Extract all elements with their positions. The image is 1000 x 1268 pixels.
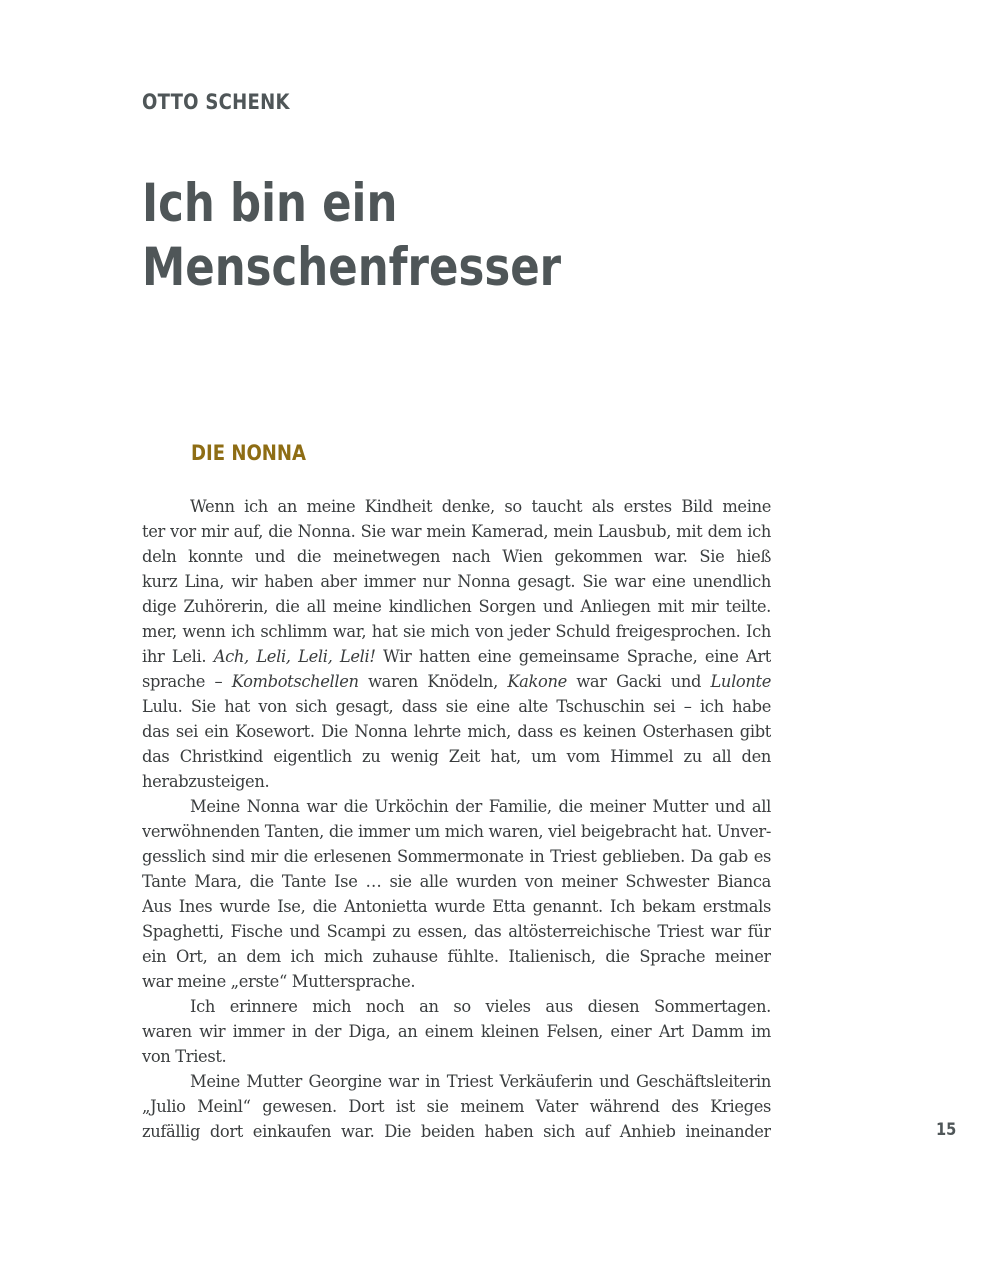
text-line: Tante Mara, die Tante Ise … sie alle wurden von meiner Schwester Bianca: [142, 872, 771, 891]
text-segment: war Gacki und: [566, 672, 711, 691]
text-line: deln konnte und die meinetwegen nach Wien gekommen war. Sie hieß: [142, 547, 771, 566]
text-line: verwöhnenden Tanten, die immer um mich waren, viel beigebracht hat. Unver-: [142, 822, 771, 841]
text-segment: Wir hatten eine gemeinsame Sprache, eine Art: [383, 647, 771, 666]
text-line: waren wir immer in der Diga, an einem kleinen Felsen, einer Art Damm im: [142, 1022, 771, 1041]
chapter-title: [142, 172, 561, 300]
chapter-title-line-1: Ich bin ein: [142, 173, 398, 234]
section-heading: DIE NONNA: [191, 441, 307, 465]
body-text: [142, 494, 771, 1144]
text-line: das sei ein Kosewort. Die Nonna lehrte mich, dass es keinen Osterhasen gibt: [142, 722, 771, 741]
text-segment: sprache –: [142, 672, 232, 691]
text-line: Spaghetti, Fische und Scampi zu essen, das altösterreichische Triest war für: [142, 922, 771, 941]
author-name: OTTO SCHENK: [142, 90, 290, 114]
text-line: Ich erinnere mich noch an so vieles aus diesen Sommertagen.: [190, 997, 771, 1016]
text-line: zufällig dort einkaufen war. Die beiden haben sich auf Anhieb ineinander: [142, 1122, 771, 1141]
text-line: von Triest.: [142, 1047, 227, 1066]
chapter-title-line-2: Menschenfresser: [142, 237, 562, 298]
text-line: das Christkind eigentlich zu wenig Zeit hat, um vom Himmel zu all den: [142, 747, 771, 766]
text-segment: ihr Leli.: [142, 647, 214, 666]
page-number: 15: [936, 1120, 957, 1140]
italic-phrase: Kakone: [507, 672, 567, 691]
text-line: mer, wenn ich schlimm war, hat sie mich von jeder Schuld freigesprochen. Ich: [142, 622, 771, 641]
text-line: [142, 644, 771, 669]
italic-phrase: Ach, Leli, Leli, Leli!: [213, 647, 376, 666]
text-line: kurz Lina, wir haben aber immer nur Nonna gesagt. Sie war eine unendlich: [142, 572, 771, 591]
text-line: gesslich sind mir die erlesenen Sommermonate in Triest geblieben. Da gab es: [142, 847, 771, 866]
text-line: dige Zuhörerin, die all meine kindlichen Sorgen und Anliegen mit mir teilte.: [142, 597, 771, 616]
text-line: herabzusteigen.: [142, 772, 270, 791]
text-segment: waren Knödeln,: [358, 672, 508, 691]
text-line: Meine Mutter Georgine war in Triest Verkäuferin und Geschäftsleiterin: [190, 1072, 771, 1091]
text-line: Lulu. Sie hat von sich gesagt, dass sie eine alte Tschuschin sei – ich habe: [142, 697, 771, 716]
text-line: war meine „erste“ Muttersprache.: [142, 972, 416, 991]
text-line: Aus Ines wurde Ise, die Antonietta wurde Etta genannt. Ich bekam erstmals: [142, 897, 771, 916]
text-line: ein Ort, an dem ich mich zuhause fühlte. Italienisch, die Sprache meiner: [142, 947, 771, 966]
text-line: Meine Nonna war die Urköchin der Familie, die meiner Mutter und all: [190, 797, 771, 816]
text-line: ter vor mir auf, die Nonna. Sie war mein Kamerad, mein Lausbub, mit dem ich: [142, 522, 771, 541]
italic-phrase: Kombotschellen: [231, 672, 359, 691]
text-line: „Julio Meinl“ gewesen. Dort ist sie meinem Vater während des Krieges: [142, 1097, 771, 1116]
text-line: Wenn ich an meine Kindheit denke, so taucht als erstes Bild meine: [190, 497, 771, 516]
italic-phrase: Lulonte: [710, 672, 771, 691]
text-line: [142, 669, 771, 694]
